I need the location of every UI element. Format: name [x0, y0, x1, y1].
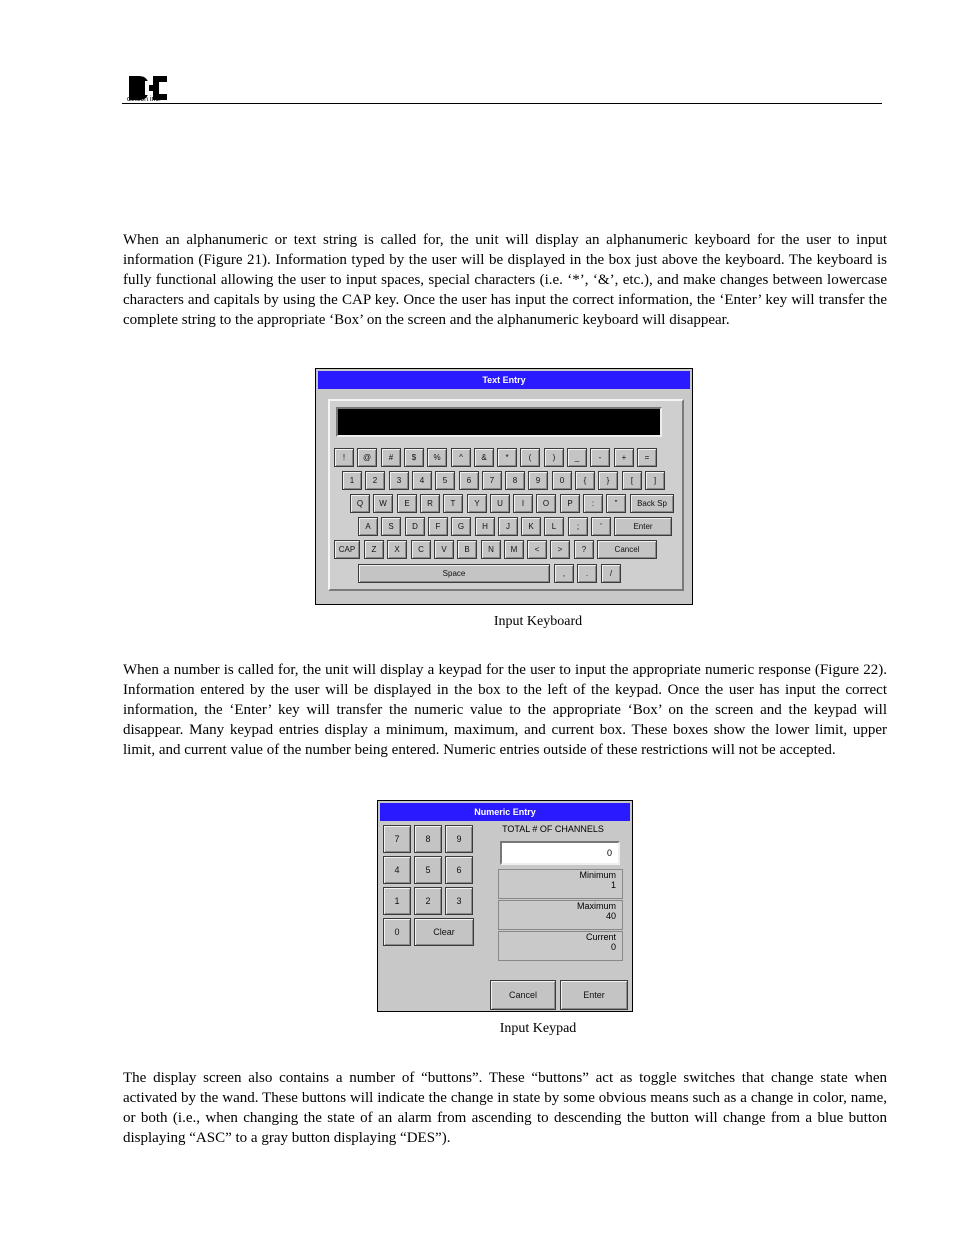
logo-text: detcon inc. — [127, 96, 161, 103]
key-sym-4-8[interactable]: < — [527, 540, 547, 559]
key-cancel[interactable]: Cancel — [597, 540, 657, 559]
key-sym-0-4[interactable]: % — [427, 448, 447, 467]
key-o[interactable]: O — [536, 494, 556, 513]
key-5[interactable]: 5 — [435, 471, 455, 490]
numkey-7[interactable]: 7 — [383, 825, 411, 853]
header-rule — [122, 103, 882, 104]
key-i[interactable]: I — [513, 494, 533, 513]
key-sym-2-11[interactable]: " — [606, 494, 626, 513]
numkey-4[interactable]: 4 — [383, 856, 411, 884]
key-sym-0-12[interactable]: + — [614, 448, 634, 467]
key-sym-3-9[interactable]: ; — [568, 517, 588, 536]
key-space[interactable]: Space — [358, 564, 550, 583]
key-sym-0-9[interactable]: ) — [544, 448, 564, 467]
key-r[interactable]: R — [420, 494, 440, 513]
key-1[interactable]: 1 — [342, 471, 362, 490]
key-2[interactable]: 2 — [365, 471, 385, 490]
numeric-value-input[interactable]: 0 — [500, 841, 620, 865]
minimum-value: 1 — [610, 880, 616, 890]
key-sym-0-0[interactable]: ! — [334, 448, 354, 467]
key-sym-1-12[interactable]: [ — [622, 471, 642, 490]
key-x[interactable]: X — [387, 540, 407, 559]
caption-keypad: Input Keypad — [499, 1021, 577, 1036]
key-s[interactable]: S — [381, 517, 401, 536]
text-entry-window — [315, 368, 693, 605]
key-d[interactable]: D — [405, 517, 425, 536]
key-q[interactable]: Q — [350, 494, 370, 513]
numeric-field-label: TOTAL # OF CHANNELS — [502, 824, 604, 834]
numkey-clear[interactable]: Clear — [414, 918, 474, 946]
current-value: 0 — [610, 942, 616, 952]
key-sym-1-10[interactable]: { — [575, 471, 595, 490]
caption-keyboard: Input Keyboard — [493, 614, 583, 629]
key-w[interactable]: W — [373, 494, 393, 513]
key-sym-0-2[interactable]: # — [381, 448, 401, 467]
numkey-1[interactable]: 1 — [383, 887, 411, 915]
key-sym-0-7[interactable]: * — [497, 448, 517, 467]
key-t[interactable]: T — [443, 494, 463, 513]
key-sym-0-11[interactable]: - — [590, 448, 610, 467]
current-label: Current — [585, 932, 616, 942]
key-enter[interactable]: Enter — [614, 517, 672, 536]
numkey-3[interactable]: 3 — [445, 887, 473, 915]
key-a[interactable]: A — [358, 517, 378, 536]
key-sym-5-3[interactable]: / — [601, 564, 621, 583]
enter-button[interactable]: Enter — [560, 980, 628, 1010]
numkey-9[interactable]: 9 — [445, 825, 473, 853]
current-box — [498, 931, 623, 961]
paragraph-keyboard: When an alphanumeric or text string is called for, the unit will display an alphanumeric keyboard for the user to input information (Figure 21). Information typed by the user will be displayed in the box just above the keyboard. The keyboard is fully functional allowing the user to input spaces, special characters (i.e. ‘*’, ‘&’, etc.), and make changes between lowercase characters and capitals by using the CAP key. Once the user has input the correct information, the ‘Enter’ key will transfer the complete string to the appropriate ‘Box’ on the screen and the alphanumeric keyboard will disappear. — [123, 232, 887, 328]
key-sym-4-9[interactable]: > — [550, 540, 570, 559]
key-f[interactable]: F — [428, 517, 448, 536]
key-y[interactable]: Y — [467, 494, 487, 513]
minimum-box — [498, 869, 623, 899]
numkey-5[interactable]: 5 — [414, 856, 442, 884]
key-sym-5-1[interactable]: , — [554, 564, 574, 583]
maximum-box — [498, 900, 623, 930]
key-g[interactable]: G — [451, 517, 471, 536]
minimum-label: Minimum — [579, 870, 616, 880]
key-sym-5-2[interactable]: . — [577, 564, 597, 583]
key-sym-2-10[interactable]: : — [583, 494, 603, 513]
key-cap[interactable]: CAP — [334, 540, 360, 559]
key-0[interactable]: 0 — [552, 471, 572, 490]
numkey-6[interactable]: 6 — [445, 856, 473, 884]
key-3[interactable]: 3 — [389, 471, 409, 490]
key-9[interactable]: 9 — [528, 471, 548, 490]
text-entry-title: Text Entry — [318, 371, 690, 389]
key-u[interactable]: U — [490, 494, 510, 513]
key-sym-3-10[interactable]: ' — [591, 517, 611, 536]
cancel-button[interactable]: Cancel — [490, 980, 556, 1010]
key-sym-4-10[interactable]: ? — [574, 540, 594, 559]
key-b[interactable]: B — [457, 540, 477, 559]
key-e[interactable]: E — [397, 494, 417, 513]
key-h[interactable]: H — [475, 517, 495, 536]
key-z[interactable]: Z — [364, 540, 384, 559]
key-sym-1-11[interactable]: } — [598, 471, 618, 490]
key-p[interactable]: P — [560, 494, 580, 513]
key-v[interactable]: V — [434, 540, 454, 559]
numkey-0[interactable]: 0 — [383, 918, 411, 946]
key-sym-0-5[interactable]: ^ — [451, 448, 471, 467]
key-sym-0-3[interactable]: $ — [404, 448, 424, 467]
key-sym-1-13[interactable]: ] — [645, 471, 665, 490]
key-m[interactable]: M — [504, 540, 524, 559]
key-sym-0-6[interactable]: & — [474, 448, 494, 467]
numkey-8[interactable]: 8 — [414, 825, 442, 853]
paragraph-buttons: The display screen also contains a number of “buttons”. These “buttons” act as toggle switches that change state when activated by the wand. These buttons will indicate the change in state by some obvious means such as a change in color, name, or both (i.e., when changing the state of an alarm from ascending to descending the button will change from a blue button displaying “ASC” to a gray button displaying “DES”). — [123, 1070, 887, 1146]
key-4[interactable]: 4 — [412, 471, 432, 490]
key-8[interactable]: 8 — [505, 471, 525, 490]
text-display — [336, 407, 662, 437]
paragraph-keypad: When a number is called for, the unit will display a keypad for the user to input the appropriate numeric response (Figure 22). Information entered by the user will be displayed in the box to the left of the keypad. Once the user has input the correct information, the ‘Enter’ key will transfer the numeric value to the appropriate ‘Box’ on the screen and the keypad will disappear. Many keypad entries display a minimum, maximum, and current box. These boxes show the lower limit, upper limit, and current value of the number being entered. Numeric entries outside of these restrictions will not be accepted. — [123, 662, 887, 758]
key-c[interactable]: C — [411, 540, 431, 559]
key-sym-0-8[interactable]: ( — [520, 448, 540, 467]
key-l[interactable]: L — [544, 517, 564, 536]
key-j[interactable]: J — [498, 517, 518, 536]
key-backsp[interactable]: Back Sp — [630, 494, 674, 513]
numeric-entry-window — [377, 800, 633, 1012]
key-6[interactable]: 6 — [459, 471, 479, 490]
key-k[interactable]: K — [521, 517, 541, 536]
maximum-label: Maximum — [576, 901, 616, 911]
maximum-value: 40 — [605, 911, 616, 921]
numeric-entry-title: Numeric Entry — [380, 803, 630, 821]
numkey-2[interactable]: 2 — [414, 887, 442, 915]
key-7[interactable]: 7 — [482, 471, 502, 490]
key-sym-0-10[interactable]: _ — [567, 448, 587, 467]
key-n[interactable]: N — [481, 540, 501, 559]
key-sym-0-13[interactable]: = — [637, 448, 657, 467]
key-sym-0-1[interactable]: @ — [357, 448, 377, 467]
